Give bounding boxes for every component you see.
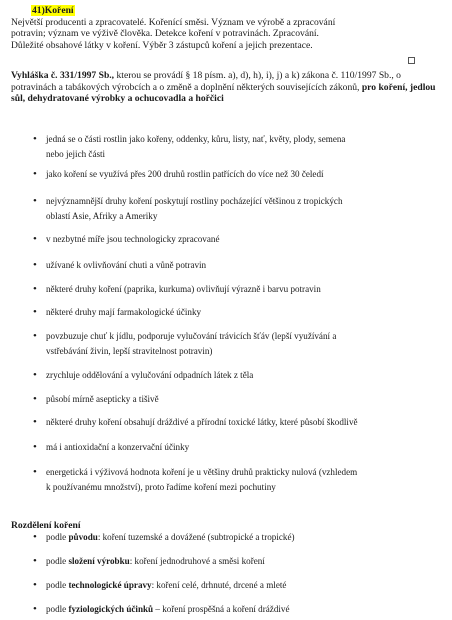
bullet-text: k používanému množství), proto řadíme koření mezi pochutiny (46, 481, 276, 492)
bullet-text: v nezbytné míře jsou technologicky zpracované (46, 234, 220, 244)
division-detail: : koření jednodruhové a směsi koření (129, 556, 265, 566)
bullet-dot: • (33, 603, 37, 615)
bullet-text: některé druhy koření (paprika, kurkuma) ovlivňují výrazně i barvu potravin (46, 284, 321, 294)
division-text (46, 531, 446, 543)
bullet-dot: • (33, 531, 37, 543)
division-detail: – koření prospěšná a koření dráždivé (153, 604, 290, 614)
bullet-dot: • (33, 466, 37, 478)
division-prefix: podle (46, 556, 69, 566)
division-text (46, 603, 446, 615)
section-number: 41) (32, 5, 45, 16)
bullet-text: užívané k ovlivňování chuti a vůně potravin (46, 260, 207, 270)
bullet-text: energetická i výživová hodnota koření je u většiny druhů prakticky nulová (vzhledem (46, 467, 358, 477)
law-title: Vyhláška č. 331/1997 Sb., (11, 70, 115, 81)
section-title: Koření (44, 5, 74, 16)
bullet-dot: • (33, 259, 37, 271)
bullet-dot: • (33, 330, 37, 342)
bullet-dot: • (33, 579, 37, 591)
intro-line: potravin; význam ve výživě člověka. Detekce koření v potravinách. Zpracování. (11, 28, 319, 40)
bullet-text: nejvýznamnější druhy koření poskytují rostliny pocházející většinou z tropických (46, 196, 343, 206)
bullet-dot: • (33, 369, 37, 381)
bullet-text: jedná se o části rostlin jako kořeny, oddenky, kůru, listy, nať, květy, plody, semena (46, 134, 346, 144)
division-text (46, 579, 446, 591)
division-criterion: původu (68, 532, 98, 542)
bullet-dot: • (33, 283, 37, 295)
intro-line: Největší producenti a zpracovatelé. Kořenící směsi. Význam ve výrobě a zpracování (11, 16, 336, 28)
bullet-text: povzbuzuje chuť k jídlu, podporuje vylučování trávicích šťáv (lepší využívání a (46, 331, 337, 341)
bullet-text: nebo jejich části (46, 148, 106, 159)
bullet-dot: • (33, 306, 37, 318)
bullet-dot: • (33, 555, 37, 567)
division-criterion: technologické úpravy (68, 580, 152, 590)
bullet-dot: • (33, 168, 37, 180)
bullet-text: některé druhy mají farmakologické účinky (46, 307, 202, 317)
division-prefix: podle (46, 532, 69, 542)
bullet-dot: • (33, 195, 37, 207)
bullet-text: jako koření se využívá přes 200 druhů rostlin patřících do více než 30 čeledí (46, 169, 324, 179)
division-criterion: fyziologických účinků (68, 604, 154, 614)
division-title: Rozdělení koření (11, 520, 81, 531)
division-prefix: podle (46, 580, 69, 590)
division-detail: : koření tuzemské a dovážené (subtropické a tropické) (97, 532, 295, 542)
bullet-text: vstřebávání živin, lepší stravitelnost potravin) (46, 345, 213, 356)
bullet-text: zrychluje oddělování a vylučování odpadních látek z těla (46, 370, 254, 380)
bullet-dot: • (33, 133, 37, 145)
division-prefix: podle (46, 604, 69, 614)
division-text (46, 555, 446, 567)
division-detail: : koření celé, drhnuté, drcené a mleté (151, 580, 287, 590)
bullet-text: oblastí Asie, Afriky a Ameriky (46, 210, 158, 221)
bullet-text: některé druhy koření obsahují dráždivé a přírodní toxické látky, které působí škodlivě (46, 417, 358, 427)
law-bold-tail: pro koření, jedlou sůl, dehydratované výrobky a ochucovadla a hořčici (11, 81, 436, 105)
bullet-dot: • (33, 233, 37, 245)
bullet-text: působí mírně asepticky a tišivě (46, 394, 159, 404)
bullet-text: má i antioxidační a konzervační účinky (46, 442, 190, 452)
bullet-dot: • (33, 393, 37, 405)
division-criterion: složení výrobku (68, 556, 130, 566)
law-text: kterou se provádí § 18 písm. a), d), h), i), j) a k) zákona č. 110/1997 Sb., o potravinách a tabákových výrobcích a o změně a doplnění některých souvisejících zákonů, (11, 70, 401, 93)
bullet-dot: • (33, 441, 37, 453)
intro-line: Důležité obsahové látky v koření. Výběr 3 zástupců koření a jejich prezentace. (11, 39, 313, 51)
bullet-dot: • (33, 416, 37, 428)
